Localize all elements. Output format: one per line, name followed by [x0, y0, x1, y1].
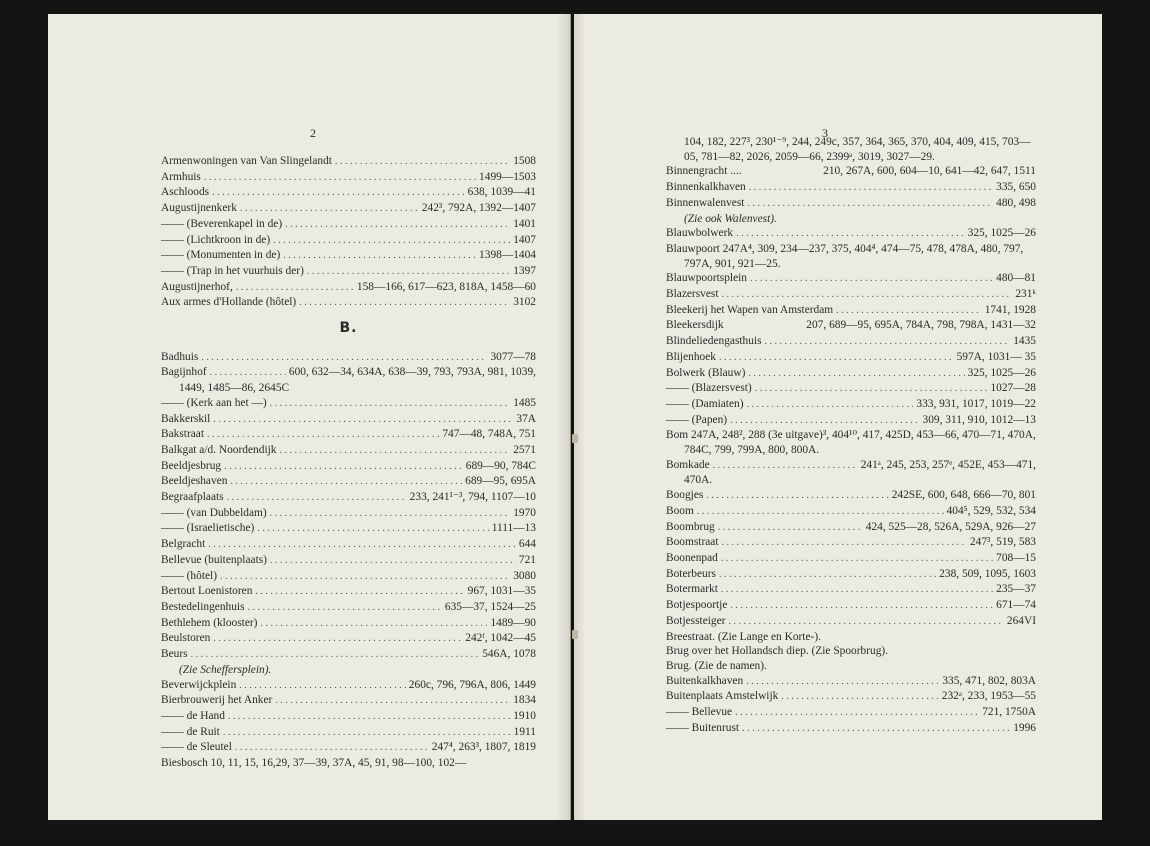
- index-entry: Bom 247A, 248², 288 (3e uitgave)³, 404¹⁰, 417, 425D, 453—66, 470—71, 470A, 784C, 799, 799A, 800, 800A.: [666, 429, 1036, 457]
- page-number-right: 3: [822, 126, 828, 140]
- entry-page-refs: 260c, 796, 796A, 806, 1449: [408, 678, 536, 691]
- dot-leader: [275, 694, 510, 709]
- index-entry: [161, 295, 536, 311]
- index-entry: [666, 413, 1036, 429]
- index-entry: [666, 381, 1036, 397]
- entry-page-refs: 721, 1750A: [982, 706, 1036, 719]
- entry-term: Bakstraat: [161, 428, 205, 441]
- entry-term: Botermarkt: [666, 583, 718, 596]
- entry-page-refs: 480, 498: [996, 196, 1036, 209]
- entry-term: —— (Kerk aan het —): [161, 396, 267, 409]
- dot-leader: [220, 570, 510, 585]
- entry-term: Bomkade: [666, 458, 710, 471]
- cross-reference-note: (Zie ook Walenvest).: [684, 212, 777, 225]
- dot-leader: [208, 538, 516, 553]
- index-entry: [161, 553, 536, 569]
- dot-leader: [201, 351, 487, 366]
- entry-term: Boterbeurs: [666, 567, 716, 580]
- entry-term: —— (Monumenten in de): [161, 249, 281, 262]
- entry-term: Botjessteiger: [666, 614, 726, 627]
- index-entry: [161, 170, 536, 186]
- dot-leader: [736, 227, 965, 242]
- entry-term: Bakkerskil: [161, 412, 211, 425]
- dot-leader: [749, 181, 993, 196]
- index-entry: [161, 233, 536, 249]
- index-entry: Brug over het Hollandsch diep. (Zie Spoorbrug).: [666, 645, 889, 658]
- entry-page-refs: 232ᵃ, 233, 1953—55: [941, 690, 1036, 703]
- entry-term: Blazersvest: [666, 288, 719, 301]
- cross-reference-note: (Zie Scheffersplein).: [179, 663, 272, 676]
- dot-leader: [722, 288, 1013, 303]
- index-entry: [161, 154, 536, 170]
- dot-leader: [223, 726, 511, 741]
- dot-leader: [735, 706, 979, 721]
- entry-term: Boombrug: [666, 520, 715, 533]
- entry-page-refs: 247³, 519, 583: [969, 536, 1036, 549]
- entry-page-refs: 644: [518, 538, 536, 551]
- entry-term: Boomstraat: [666, 536, 719, 549]
- entry-page-refs: 325, 1025—26: [967, 227, 1036, 240]
- entry-page-refs: 242SE, 600, 648, 666—70, 801: [891, 489, 1036, 502]
- entry-page-refs: 238, 509, 1095, 1603: [939, 567, 1036, 580]
- entry-term: Buitenkalkhaven: [666, 674, 744, 687]
- index-entry: [161, 365, 536, 381]
- dot-leader: [299, 296, 510, 311]
- entry-term: —— (van Dubbeldam): [161, 506, 267, 519]
- entry-term: —— (Blazersvest): [666, 382, 752, 395]
- binding-clip: [572, 630, 578, 639]
- entry-term: Aux armes d'Hollande (hôtel): [161, 296, 297, 309]
- index-entry: Blauwpoort 247A⁴, 309, 234—237, 375, 404⁴, 474—75, 478, 478A, 480, 797, 797A, 901, 921—25.: [666, 242, 1024, 270]
- index-entry: [666, 582, 1036, 598]
- entry-page-refs: 1111—13: [491, 522, 536, 535]
- entry-page-refs: 424, 525—28, 526A, 529A, 926—27: [865, 520, 1036, 533]
- index-entry: [161, 647, 536, 663]
- index-entry: [666, 397, 1036, 413]
- entry-page-refs: 242ᶠ, 1042—45: [465, 632, 536, 645]
- entry-page-refs: 1499—1503: [479, 170, 536, 183]
- entry-term: Begraafplaats: [161, 491, 224, 504]
- index-entry: [666, 180, 1036, 196]
- index-entry: [161, 569, 536, 585]
- dot-leader: [307, 265, 510, 280]
- index-entry: Breestraat. (Zie Lange en Korte-).: [666, 630, 821, 643]
- entry-page-refs: 233, 241¹⁻³, 794, 1107—10: [409, 491, 536, 504]
- dot-leader: [765, 335, 1011, 350]
- entry-term: Beulstoren: [161, 632, 211, 645]
- entry-page-refs: 158—166, 617—623, 818A, 1458—60: [356, 280, 536, 293]
- index-entry: [666, 334, 1036, 350]
- entry-page-refs: 546A, 1078: [482, 648, 536, 661]
- entry-page-refs: 1910: [513, 709, 536, 722]
- dot-leader: [270, 507, 511, 522]
- index-entry: [666, 535, 1036, 551]
- dot-leader: [718, 521, 863, 536]
- dot-leader: [719, 351, 954, 366]
- index-entry: [161, 280, 536, 296]
- entry-page-refs: 247⁴, 263³, 1807, 1819: [431, 741, 536, 754]
- entry-term: Binnenwalenvest: [666, 196, 745, 209]
- entry-page-refs: 1397: [513, 264, 536, 277]
- dot-leader: [270, 397, 511, 412]
- entry-page-refs: 264VI: [1006, 614, 1036, 627]
- index-entry: [666, 303, 1036, 319]
- entry-term: Boogjes: [666, 489, 704, 502]
- dot-leader: [207, 428, 439, 443]
- dot-leader: [781, 690, 938, 705]
- entry-page-refs: 335, 650: [996, 181, 1036, 194]
- entry-term: Bethlehem (klooster): [161, 616, 258, 629]
- index-entry: [666, 598, 1036, 614]
- entry-page-refs: 747—48, 748A, 751: [442, 428, 536, 441]
- entry-page-refs: 689—95, 695A: [465, 475, 536, 488]
- entry-term: Armhuis: [161, 170, 201, 183]
- dot-leader: [257, 522, 488, 537]
- entry-page-refs: 1741, 1928: [984, 303, 1036, 316]
- entry-page-refs: 242³, 792A, 1392—1407: [421, 202, 536, 215]
- entry-term: Blauwpoortsplein: [666, 272, 747, 285]
- entry-term: —— de Hand: [161, 709, 225, 722]
- entry-term: —— (Damiaten): [666, 397, 744, 410]
- index-entry: [161, 678, 536, 694]
- entry-term: Aschloods: [161, 186, 210, 199]
- entry-term: Beverwijckplein: [161, 678, 237, 691]
- entry-term: —— (Papen): [666, 413, 728, 426]
- entry-page-refs: 3080: [513, 569, 536, 582]
- entry-page-refs: 231ᵏ: [1015, 288, 1036, 301]
- index-entry: [666, 614, 1036, 630]
- entry-page-refs: 600, 632—34, 634A, 638—39, 793, 793A, 981, 1039,: [288, 366, 536, 379]
- entry-page-refs: 597A, 1031— 35: [956, 350, 1036, 363]
- entry-page-refs: 1435: [1013, 335, 1036, 348]
- dot-leader: [721, 583, 993, 598]
- dot-leader: [713, 459, 858, 474]
- dot-leader: [204, 171, 476, 186]
- index-entry: [161, 201, 536, 217]
- entry-term: Balkgat a/d. Noordendijk: [161, 443, 277, 456]
- index-entry: [161, 350, 536, 366]
- dot-leader: [722, 536, 967, 551]
- dot-leader: [224, 460, 463, 475]
- entry-page-refs: 210, 267A, 600, 604—10, 641—42, 647, 1511: [823, 165, 1036, 178]
- index-entry: [666, 287, 1036, 303]
- index-entry: [666, 164, 1036, 180]
- index-entry-continuation: 470A.: [684, 474, 713, 487]
- entry-term: Bierbrouwerij het Anker: [161, 694, 273, 707]
- entry-page-refs: 967, 1031—35: [467, 585, 536, 598]
- entry-page-refs: 708—15: [996, 551, 1036, 564]
- entry-page-refs: 1485: [513, 396, 536, 409]
- dot-leader: [285, 218, 510, 233]
- left-page: [48, 14, 571, 820]
- entry-term: —— (Israelietische): [161, 522, 255, 535]
- dot-leader: [230, 475, 462, 490]
- index-entry: [161, 600, 536, 616]
- entry-term: —— (Trap in het vuurhuis der): [161, 264, 304, 277]
- entry-term: Bellevue (buitenplaats): [161, 553, 267, 566]
- entry-term: Binnenkalkhaven: [666, 181, 746, 194]
- entry-page-refs: 1911: [513, 725, 536, 738]
- dot-leader: [750, 272, 993, 287]
- entry-page-refs: 1489—90: [490, 616, 536, 629]
- index-entry: [666, 567, 1036, 583]
- entry-page-refs: 404⁵, 529, 532, 534: [946, 504, 1036, 517]
- entry-term: —— (Lichtkroon in de): [161, 233, 271, 246]
- dot-leader: [213, 632, 462, 647]
- dot-leader: [255, 585, 464, 600]
- entry-page-refs: 1996: [1013, 721, 1036, 734]
- index-entry: [161, 443, 536, 459]
- entry-page-refs: 3077—78: [490, 350, 536, 363]
- entry-page-refs: 635—37, 1524—25: [444, 600, 536, 613]
- entry-page-refs: 37A: [516, 412, 536, 425]
- entry-term: Bleekerij het Wapen van Amsterdam: [666, 303, 834, 316]
- entry-term: Binnengracht ....: [666, 165, 742, 178]
- dot-leader: [335, 155, 510, 170]
- entry-term: Beeldjesbrug: [161, 459, 222, 472]
- binding-clip: [572, 434, 578, 443]
- index-entry: [161, 616, 536, 632]
- entry-page-refs: 1398—1404: [479, 249, 536, 262]
- entry-term: Botjespoortje: [666, 599, 728, 612]
- dot-leader: [235, 741, 429, 756]
- index-entry: Biesbosch 10, 11, 15, 16,29, 37—39, 37A, 45, 91, 98—100, 102—: [161, 757, 467, 770]
- index-entry: [161, 427, 536, 443]
- right-page: [574, 14, 1102, 820]
- entry-term: Bertout Loenistoren: [161, 585, 253, 598]
- entry-term: —— (hôtel): [161, 569, 217, 582]
- entry-page-refs: 671—74: [996, 599, 1036, 612]
- dot-leader: [748, 367, 964, 382]
- entry-page-refs: 689—90, 784C: [465, 459, 536, 472]
- index-entry: Brug. (Zie de namen).: [666, 659, 767, 672]
- index-entry: [161, 725, 536, 741]
- entry-term: —— Bellevue: [666, 706, 733, 719]
- entry-term: —— (Beverenkapel in de): [161, 217, 283, 230]
- index-column-right: [666, 135, 1036, 736]
- index-entry: [161, 412, 536, 428]
- index-entry: [161, 264, 536, 280]
- index-entry: [666, 366, 1036, 382]
- entry-term: —— de Ruit: [161, 725, 220, 738]
- dot-leader: [730, 414, 919, 429]
- index-entry: [666, 520, 1036, 536]
- index-entry: [161, 740, 536, 756]
- index-entry: [666, 271, 1036, 287]
- entry-page-refs: 1970: [513, 506, 536, 519]
- entry-term: Blindeliedengasthuis: [666, 335, 762, 348]
- index-entry: [161, 506, 536, 522]
- index-entry: [161, 584, 536, 600]
- entry-term: Boonenpad: [666, 551, 718, 564]
- entry-page-refs: 3102: [513, 296, 536, 309]
- dot-leader: [240, 202, 419, 217]
- entry-term: Bleekersdijk: [666, 319, 724, 332]
- index-entry-continuation: 104, 182, 227³, 230¹⁻⁹, 244, 249c, 357, 364, 365, 370, 404, 409, 415, 703—05, 781—82, 2026, 2059—66, 2399ᵃ, 3019, 3027—29.: [684, 136, 1031, 163]
- entry-term: Armenwoningen van Van Slingelandt: [161, 155, 332, 167]
- dot-leader: [721, 552, 993, 567]
- dot-leader: [191, 648, 480, 663]
- index-entry: [161, 459, 536, 475]
- index-entry: [161, 474, 536, 490]
- dot-leader: [210, 366, 286, 381]
- dot-leader: [730, 599, 993, 614]
- entry-term: Blijenhoek: [666, 350, 716, 363]
- entry-term: —— Buitenrust: [666, 721, 740, 734]
- entry-term: —— de Sleutel: [161, 741, 232, 754]
- index-entry: [666, 458, 1036, 474]
- dot-leader: [213, 413, 513, 428]
- entry-term: Boom: [666, 504, 694, 517]
- dot-leader: [747, 197, 993, 212]
- entry-page-refs: 207, 689—95, 695A, 784A, 798, 798A, 1431—32: [806, 319, 1036, 332]
- dot-leader: [248, 601, 442, 616]
- index-entry: [666, 226, 1036, 242]
- dot-leader: [260, 617, 487, 632]
- dot-leader: [742, 722, 1010, 737]
- entry-page-refs: 1027—28: [990, 382, 1036, 395]
- entry-page-refs: 325, 1025—26: [967, 366, 1036, 379]
- entry-term: Buitenplaats Amstelwijk: [666, 690, 779, 703]
- entry-page-refs: 638, 1039—41: [467, 186, 536, 199]
- index-entry: [161, 537, 536, 553]
- index-entry: [161, 631, 536, 647]
- dot-leader: [212, 186, 465, 201]
- entry-term: Beurs: [161, 648, 188, 661]
- index-entry: [666, 705, 1036, 721]
- index-entry: [161, 248, 536, 264]
- entry-term: Augustijnerhof,: [161, 280, 233, 293]
- index-entry: [161, 185, 536, 201]
- entry-term: Bestedelingenhuis: [161, 600, 245, 613]
- entry-page-refs: 1407: [513, 233, 536, 246]
- dot-leader: [228, 710, 510, 725]
- entry-term: Augustijnenkerk: [161, 202, 237, 215]
- index-entry: [161, 396, 536, 412]
- dot-leader: [270, 554, 516, 569]
- entry-page-refs: 1401: [513, 217, 536, 230]
- index-column-left: [161, 154, 536, 771]
- entry-term: Badhuis: [161, 350, 199, 363]
- entry-page-refs: 241ᵃ, 245, 253, 257ᵉ, 452E, 453—471,: [860, 458, 1036, 471]
- index-entry: [666, 318, 1036, 334]
- index-entry: [666, 196, 1036, 212]
- dot-leader: [236, 281, 354, 296]
- dot-leader: [227, 491, 407, 506]
- index-entry: [161, 693, 536, 709]
- dot-leader: [755, 382, 988, 397]
- index-entry: [666, 350, 1036, 366]
- entry-page-refs: 1508: [513, 155, 536, 167]
- entry-term: Bagijnhof: [161, 366, 207, 379]
- index-entry: [666, 504, 1036, 520]
- index-entry: [666, 674, 1036, 690]
- entry-term: Blauwbolwerk: [666, 227, 734, 240]
- entry-page-refs: 335, 471, 802, 803A: [942, 674, 1036, 687]
- index-entry: [161, 217, 536, 233]
- dot-leader: [706, 489, 888, 504]
- index-entry: [161, 490, 536, 506]
- dot-leader: [747, 398, 914, 413]
- index-entry: [666, 551, 1036, 567]
- dot-leader: [836, 304, 982, 319]
- entry-term: Beeldjeshaven: [161, 475, 228, 488]
- entry-term: Bolwerk (Blauw): [666, 366, 746, 379]
- entry-page-refs: 2571: [513, 443, 536, 456]
- entry-term: Belgracht: [161, 538, 206, 551]
- dot-leader: [697, 505, 944, 520]
- index-entry: [666, 488, 1036, 504]
- index-entry: [666, 689, 1036, 705]
- dot-leader: [283, 249, 476, 264]
- dot-leader: [719, 568, 936, 583]
- index-entry: [666, 721, 1036, 737]
- dot-leader: [728, 615, 1003, 630]
- entry-page-refs: 333, 931, 1017, 1019—22: [916, 397, 1036, 410]
- section-heading: B.: [339, 320, 358, 337]
- entry-page-refs: 480—81: [996, 272, 1036, 285]
- dot-leader: [279, 444, 510, 459]
- entry-page-refs: 721: [518, 553, 536, 566]
- index-entry-continuation: 1449, 1485—86, 2645C: [179, 382, 290, 395]
- dot-leader: [746, 675, 939, 690]
- entry-page-refs: 309, 311, 910, 1012—13: [922, 413, 1036, 426]
- dot-leader: [273, 234, 510, 249]
- entry-page-refs: 235—37: [996, 583, 1036, 596]
- entry-page-refs: 1834: [513, 694, 536, 707]
- index-entry: [161, 521, 536, 537]
- dot-leader: [239, 679, 406, 694]
- index-entry: [161, 709, 536, 725]
- page-number-left: 2: [310, 126, 316, 140]
